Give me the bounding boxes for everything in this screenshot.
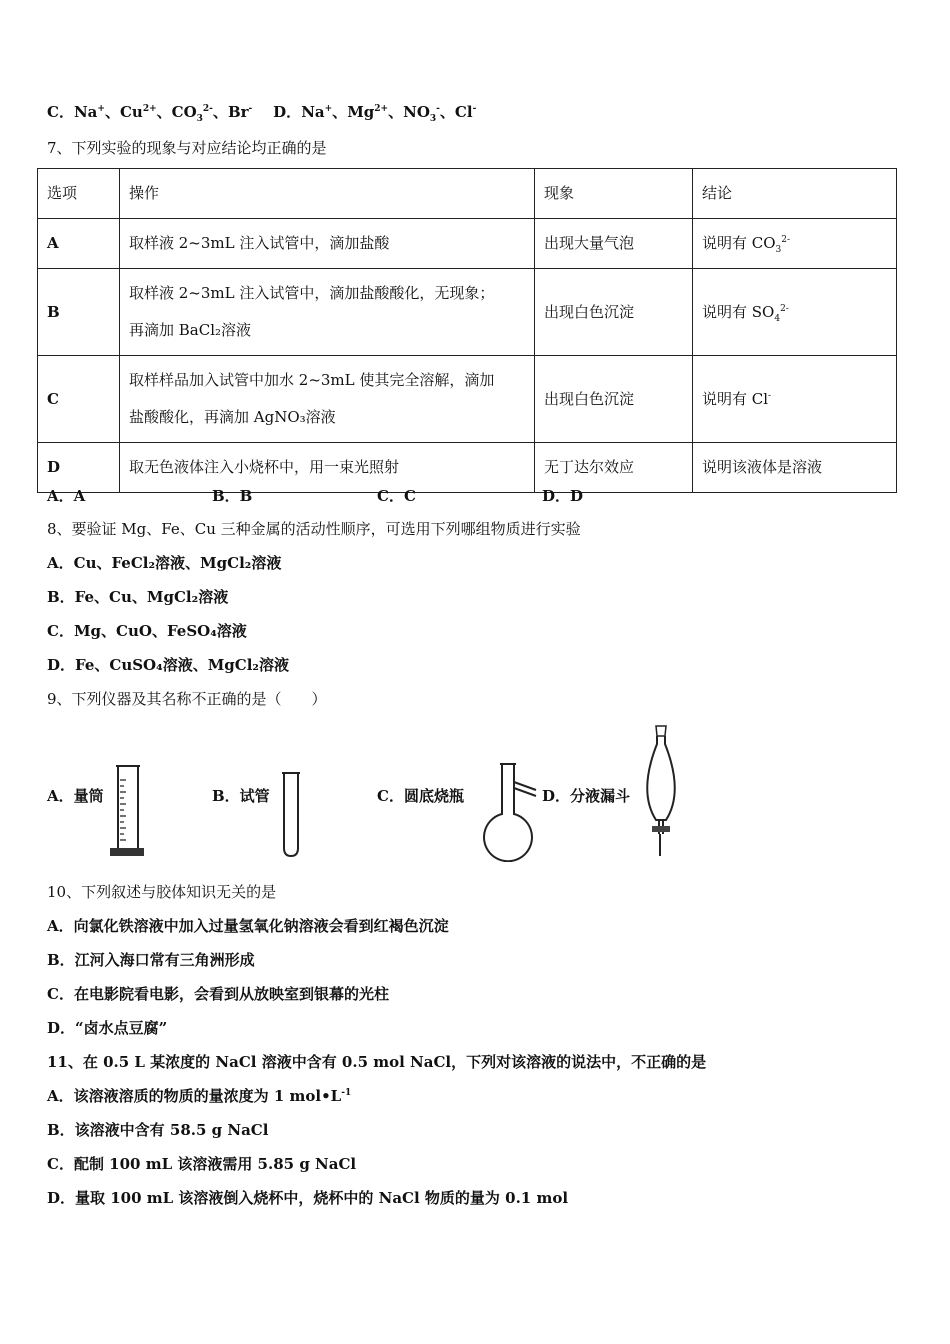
round-bottom-flask-icon: [474, 760, 548, 862]
q10-option-a[interactable]: A．向氯化铁溶液中加入过量氢氧化钠溶液会看到红褐色沉淀: [47, 917, 449, 935]
q9-option-b[interactable]: B．试管: [212, 787, 270, 805]
q11-option-a[interactable]: A．该溶液溶质的物质的量浓度为 1 $mol•L^{-1}$: [47, 1087, 352, 1105]
q9-stem: 9、下列仪器及其名称不正确的是（ ）: [47, 690, 327, 708]
table-header-row: [38, 169, 897, 219]
q7-stem: 7、下列实验的现象与对应结论均正确的是: [47, 139, 327, 157]
table-row: A 取样液 2~3mL 注入试管中，滴加盐酸 出现大量气泡 说明有 $CO_3^{2-}$: [38, 219, 897, 269]
q8-stem: 8、要验证 Mg、Fe、Cu 三种金属的活动性顺序，可选用下列哪组物质进行实验: [47, 520, 581, 538]
table-row: D 取无色液体注入小烧杯中，用一束光照射 无丁达尔效应 说明该液体是溶液: [38, 443, 897, 493]
q10-stem: 10、下列叙述与胶体知识无关的是: [47, 883, 277, 901]
q11-stem: 11、在 0.5 L 某浓度的 NaCl 溶液中含有 0.5 mol NaCl，下列对该溶液的说法中，不正确的是: [47, 1053, 707, 1071]
q8-option-c[interactable]: C．Mg、CuO、FeSO₄溶液: [47, 622, 247, 640]
test-tube-icon: [278, 770, 304, 860]
q11-option-c[interactable]: C．配制 100 mL 该溶液需用 5.85 g NaCl: [47, 1155, 357, 1173]
q9-option-c[interactable]: C．圆底烧瓶: [377, 787, 464, 805]
table-row: C 取样样品加入试管中加水 2~3mL 使其完全溶解，滴加 盐酸酸化，再滴加 AgNO₃溶液 出现白色沉淀 说明有 Cl-: [38, 356, 897, 443]
q11-option-d[interactable]: D．量取 100 mL 该溶液倒入烧杯中，烧杯中的 NaCl 物质的量为 0.1 mol: [47, 1189, 569, 1207]
q10-option-b[interactable]: B．江河入海口常有三角洲形成: [47, 951, 255, 969]
q6-options-cd: C．Na+、$Cu^{2+}$、$CO_3^{2-}$、Br- D．Na+、$Mg^{2+}$、$NO_3^-$、Cl-: [47, 103, 477, 124]
q8-option-b[interactable]: B．Fe、Cu、MgCl₂溶液: [47, 588, 229, 606]
q8-option-a[interactable]: A．Cu、FeCl₂溶液、MgCl₂溶液: [47, 554, 282, 572]
header-option: 选项: [38, 169, 120, 219]
q7-choice-c[interactable]: C．C: [377, 487, 416, 505]
q7-choice-b[interactable]: B．B: [212, 487, 253, 505]
header-operation: 操作: [120, 169, 535, 219]
q9-option-a[interactable]: A．量筒: [47, 787, 104, 805]
q7-choice-d[interactable]: D．D: [542, 487, 584, 505]
q7-table: [37, 168, 897, 493]
q8-option-d[interactable]: D．Fe、CuSO₄溶液、MgCl₂溶液: [47, 656, 289, 674]
q10-option-c[interactable]: C．在电影院看电影，会看到从放映室到银幕的光柱: [47, 985, 389, 1003]
q6-d-label: D．: [273, 103, 302, 121]
q10-option-d[interactable]: D．“卤水点豆腐”: [47, 1019, 168, 1037]
header-phenomenon: 现象: [535, 169, 693, 219]
graduated-cylinder-icon: [106, 762, 148, 860]
q6-c-label: C．: [47, 103, 74, 121]
table-row: B 取样液 2~3mL 注入试管中，滴加盐酸酸化，无现象； 再滴加 BaCl₂溶液 出现白色沉淀 说明有 $SO_4^{2-}$: [38, 269, 897, 356]
q7-choice-a[interactable]: A．A: [47, 487, 86, 505]
q11-option-b[interactable]: B．该溶液中含有 58.5 g NaCl: [47, 1121, 269, 1139]
q9-option-d[interactable]: D．分液漏斗: [542, 787, 631, 805]
header-conclusion: 结论: [693, 169, 897, 219]
separatory-funnel-icon: [636, 722, 686, 862]
